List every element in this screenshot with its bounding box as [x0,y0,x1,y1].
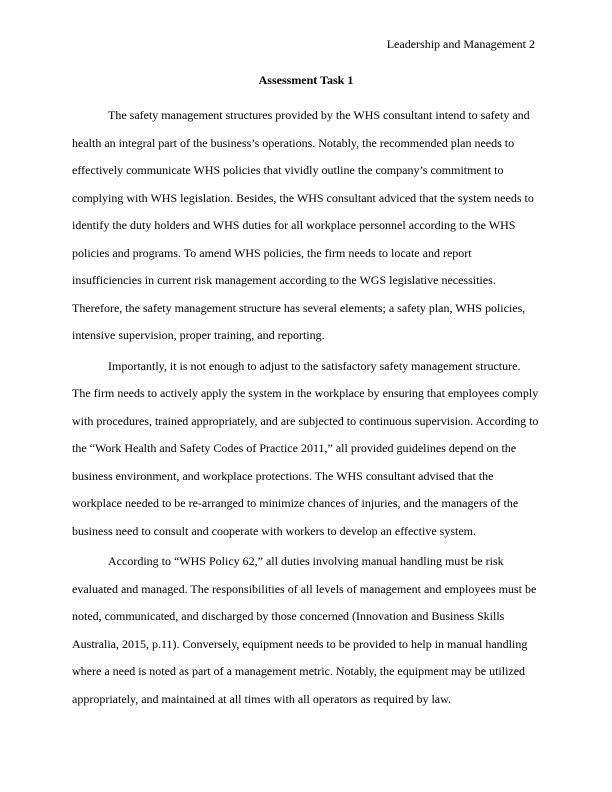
paragraph-1 [72,102,542,350]
paragraph-line: noted, communicated, and discharged by those concerned (Innovation and Business Skills [72,609,505,623]
paragraph-line: health an integral part of the business’s operations. Notably, the recommended plan needs to [72,135,515,150]
paragraph-line: intensive supervision, proper training, and reporting. [72,328,325,342]
paragraph-line: Therefore, the safety management structure has several elements; a safety plan, WHS policies, [72,300,526,315]
document-title: Assessment Task 1 [258,73,354,87]
paragraph-line: The safety management structures provided by the WHS consultant intend to safety and [108,108,530,122]
paragraph-line: The firm needs to actively apply the system in the workplace by ensuring that employees comply [72,386,539,400]
paragraph-line: business need to consult and cooperate with workers to develop an effective system. [72,523,476,538]
paragraph-line: Importantly, it is not enough to adjust to the satisfactory safety management structure. [108,358,521,373]
running-head: Leadership and Management 2 [386,37,535,51]
paragraph-line: where a need is noted as part of a management metric. Notably, the equipment may be utilized [72,664,526,678]
paragraph-line: insufficiencies in current risk management according to the WGS legislative necessities. [72,273,496,287]
paragraph-line: complying with WHS legislation. Besides, the WHS consultant adviced that the system needs to [72,190,534,205]
paragraph-line: workplace needed to be re-arranged to minimize chances of injuries, and the managers of the [72,496,519,510]
paragraph-line: According to “WHS Policy 62,” all duties involving manual handling must be risk [108,554,504,568]
paragraph-line: identify the duty holders and WHS duties for all workplace personnel according to the WHS [72,218,516,232]
paragraph-line: with procedures, trained appropriately, and are subjected to continuous supervision. According to [72,413,539,428]
paragraph-line: the “Work Health and Safety Codes of Practice 2011,” all provided guidelines depend on the [72,441,517,455]
paragraph-line: Australia, 2015, p.11). Conversely, equipment needs to be provided to help in manual handling [72,636,528,651]
paragraph-2 [72,353,542,546]
paragraph-3 [72,548,542,713]
paragraph-line: appropriately, and maintained at all times with all operators as required by law. [72,691,451,706]
paragraph-line: policies and programs. To amend WHS policies, the firm needs to locate and report [72,245,472,260]
paragraph-line: business environment, and workplace protections. The WHS consultant advised that the [72,468,494,483]
paragraph-line: effectively communicate WHS policies that vividly outline the company’s commitment to [72,163,504,177]
paragraph-line: evaluated and managed. The responsibilities of all levels of management and employees must be [72,581,537,596]
document-body [72,102,542,716]
